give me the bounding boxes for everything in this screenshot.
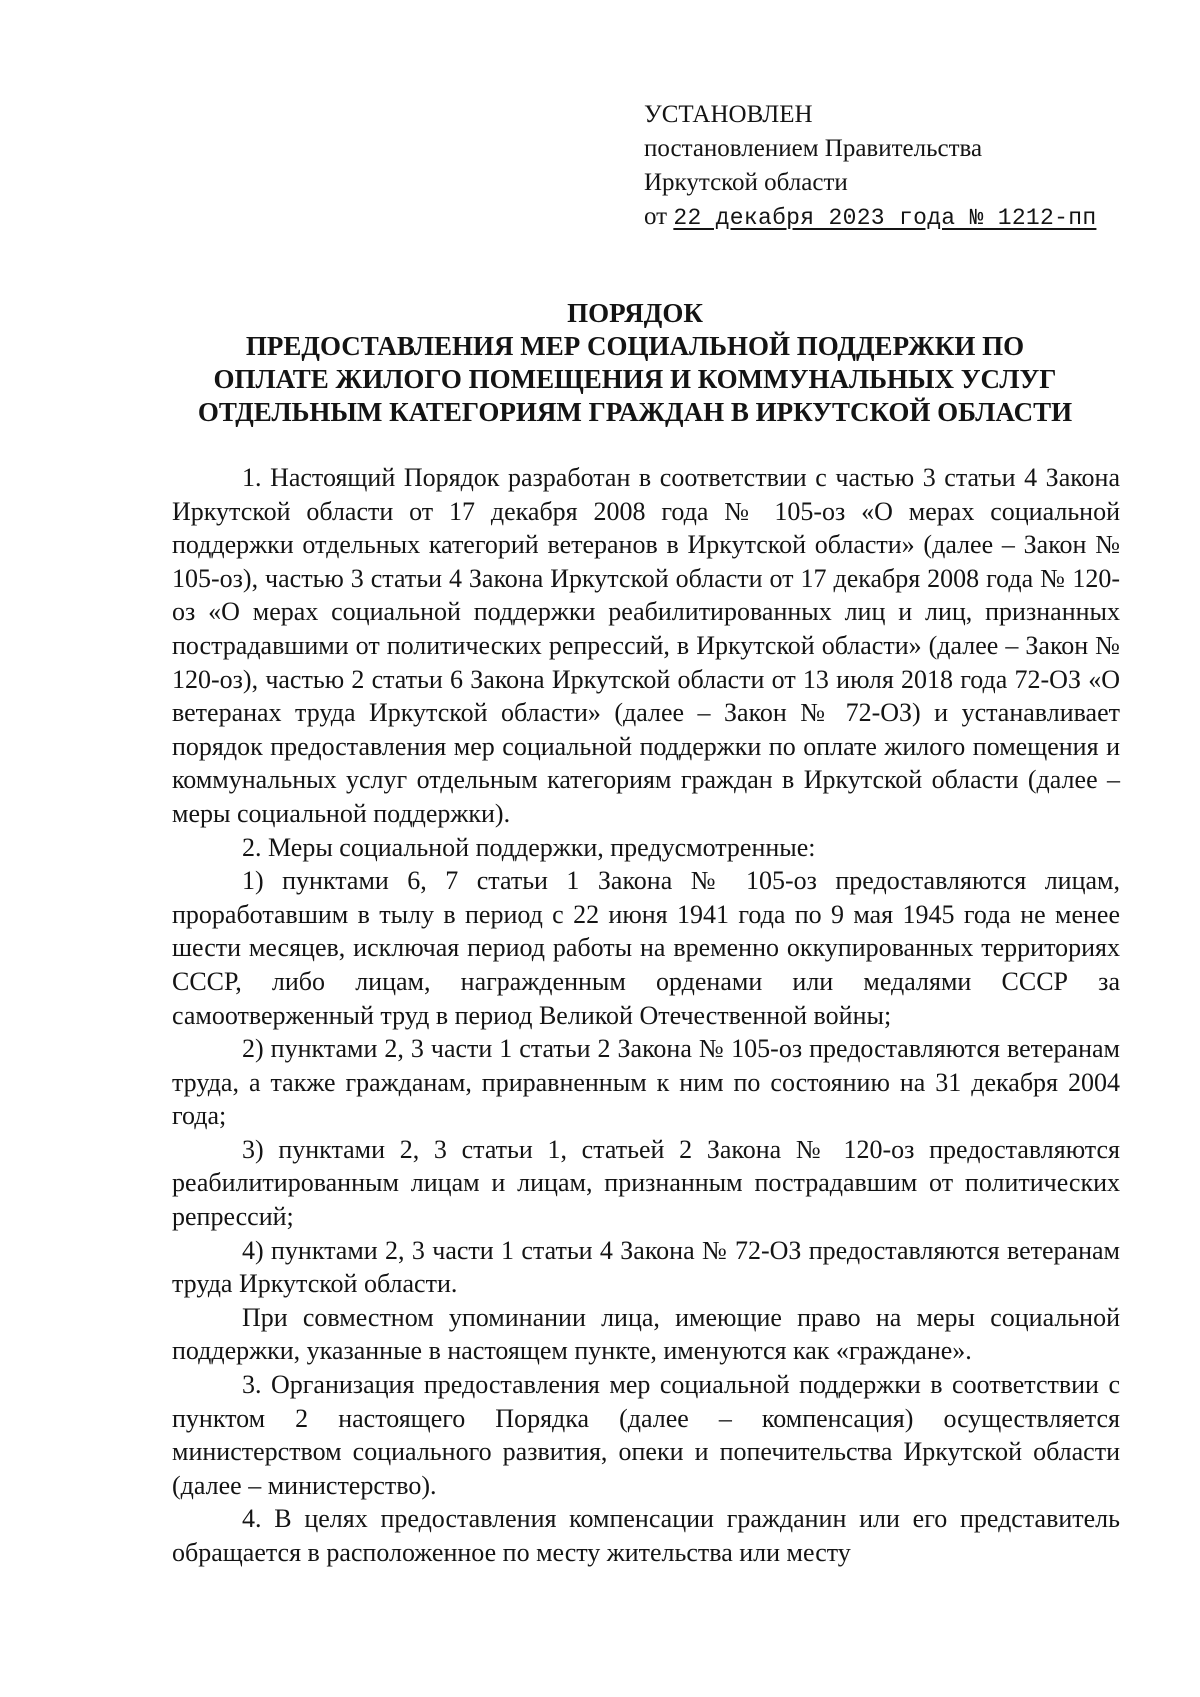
document-body [172,461,1120,1570]
paragraph-3: 3. Организация предоставления мер социальной поддержки в соответствии с пунктом 2 настоящего Порядка (далее – компенсация) осуществляется министерством социального развития, опеки и попечительства Иркутской области (далее – министерство). [172,1370,1120,1500]
paragraph-2: 2. Меры социальной поддержки, предусмотренные: [242,832,816,862]
paragraph-2-note: При совместном упоминании лица, имеющие право на меры социальной поддержки, указанные в настоящем пункте, именуются как «граждане». [172,1302,1120,1366]
paragraph-2-item-2: 2) пунктами 2, 3 части 1 статьи 2 Закона № 105-оз предоставляются ветеранам труда, а также гражданам, приравненным к ним по состоянию на 31 декабря 2004 года; [172,1034,1120,1131]
approval-heading: УСТАНОВЛЕН [644,101,813,128]
title-line-3: ОПЛАТЕ ЖИЛОГО ПОМЕЩЕНИЯ И КОММУНАЛЬНЫХ УСЛУГ [213,364,1057,394]
approval-region: Иркутской области [644,169,848,196]
document-title [160,297,1110,429]
paragraph-4: 4. В целях предоставления компенсации гражданин или его представитель обращается в расположенное по месту жительства или месту [172,1504,1120,1567]
approval-resolution: постановлением Правительства [644,135,983,162]
paragraph-2-item-1: 1) пунктами 6, 7 статьи 1 Закона № 105-оз предоставляются лицам, проработавшим в тылу в период с 22 июня 1941 года по 9 мая 1945 года не менее шести месяцев, исключая период работы на временно оккупированных территориях СССР, либо лицам, награжденным орденами или медалями СССР за самоотверженный труд в период Великой Отечественной войны; [172,866,1120,1030]
approval-date-prefix: от [644,203,668,230]
approval-date-value: 22 декабря 2023 года № 1212-пп [673,205,1097,231]
approval-date-line [644,200,1124,235]
paragraph-2-item-4: 4) пунктами 2, 3 части 1 статьи 4 Закона № 72-ОЗ предоставляются ветеранам труда Иркутской области. [172,1235,1120,1299]
title-line-2: ПРЕДОСТАВЛЕНИЯ МЕР СОЦИАЛЬНОЙ ПОДДЕРЖКИ ПО [245,331,1025,361]
title-line-1: ПОРЯДОК [567,298,703,328]
paragraph-2-item-3: 3) пунктами 2, 3 статьи 1, статьей 2 Закона № 120-оз предоставляются реабилитированным лицам и лицам, признанным пострадавшим от политических репрессий; [172,1134,1120,1232]
paragraph-1: 1. Настоящий Порядок разработан в соответствии с частью 3 статьи 4 Закона Иркутской области от 17 декабря 2008 года № 105-оз «О мерах социальной поддержки отдельных категорий ветеранов в Иркутской области» (далее – Закон № 105-оз), частью 3 статьи 4 Закона Иркутской области от 17 декабря 2008 года № 120-оз «О мерах социальной поддержки реабилитированных лиц и лиц, признанных пострадавшими от политических репрессий, в Иркутской области» (далее – Закон № 120-оз), частью 2 статьи 6 Закона Иркутской области от 13 июля 2018 года 72-ОЗ «О ветеранах труда Иркутской области» (далее – Закон № 72-ОЗ) и устанавливает порядок предоставления мер социальной поддержки по оплате жилого помещения и коммунальных услуг отдельным категориям граждан в Иркутской области (далее – меры социальной поддержки). [172,463,1120,828]
title-line-4: ОТДЕЛЬНЫМ КАТЕГОРИЯМ ГРАЖДАН В ИРКУТСКОЙ ОБЛАСТИ [197,397,1073,427]
approval-stamp [644,98,1124,235]
